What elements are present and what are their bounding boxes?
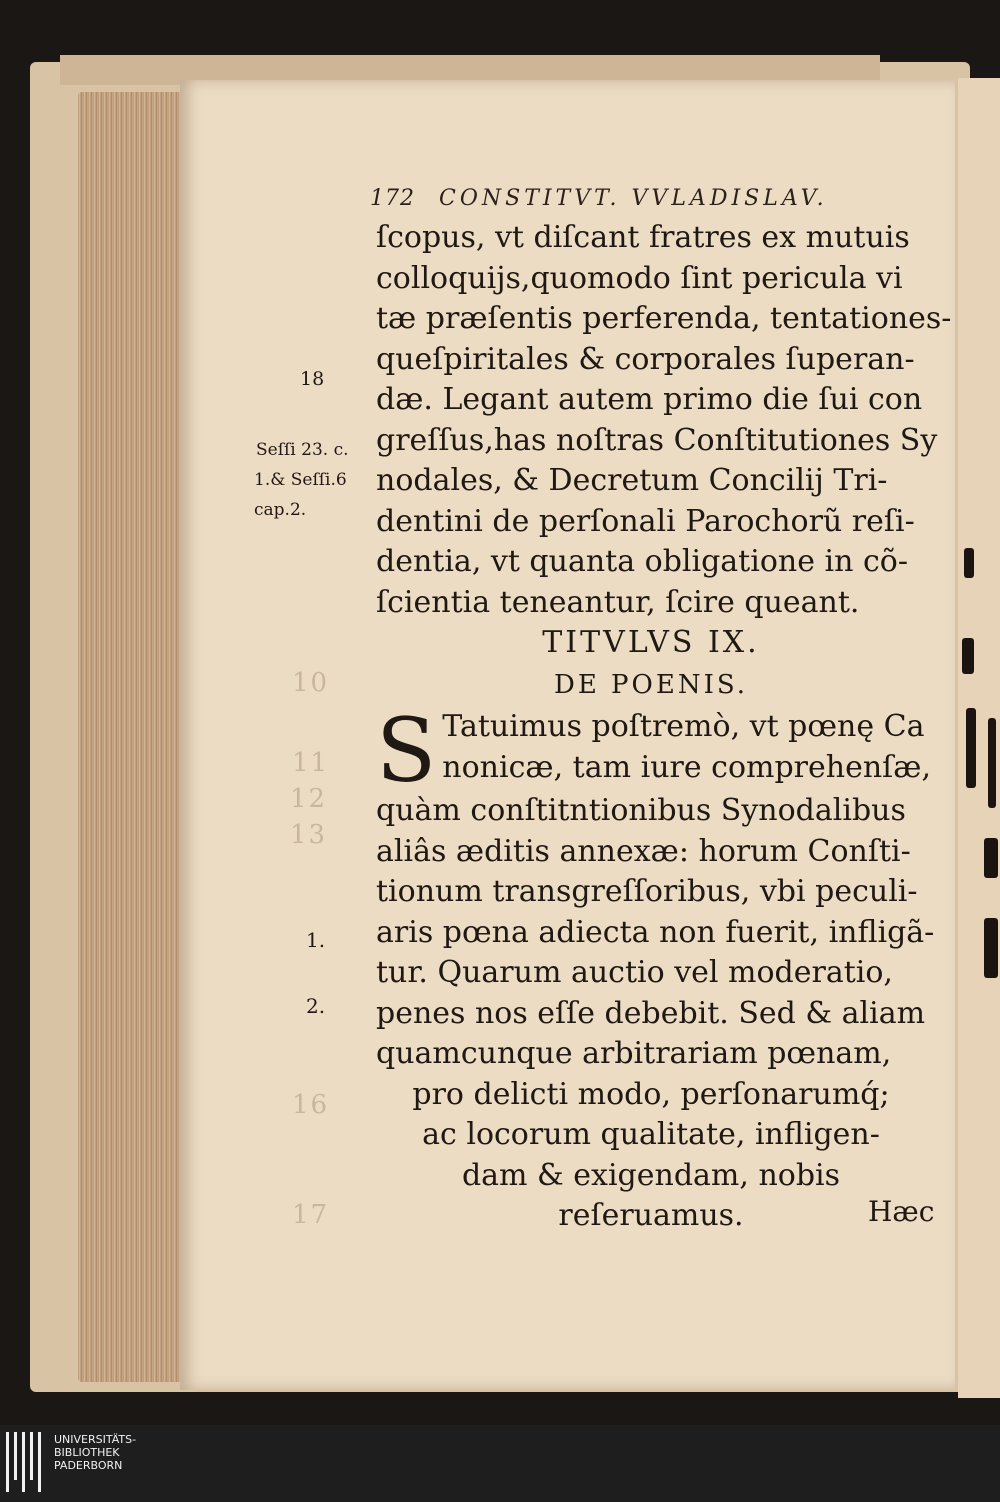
text-line: quamcunque arbitrariam pœnam, xyxy=(376,1036,892,1071)
text-line: tionum transgreſſoribus, vbi peculi- xyxy=(376,874,918,909)
library-footer xyxy=(0,1425,1000,1502)
text-line: nodales, & Decretum Concilij Tri- xyxy=(376,463,888,498)
library-name: UNIVERSITÄTS- BIBLIOTHEK PADERBORN xyxy=(54,1433,137,1472)
text-line: queſpiritales & corporales ſuperan- xyxy=(376,341,915,377)
text-line: tur. Quarum auctio vel moderatio, xyxy=(376,955,893,990)
section-paragraph xyxy=(376,699,935,1237)
drop-cap: S xyxy=(376,699,437,802)
catchword: Hæc xyxy=(868,1195,935,1228)
margin-reference: Seſſi 23. c. xyxy=(256,440,349,460)
running-header xyxy=(370,186,828,211)
section-subtitle: DE POENIS. xyxy=(553,670,749,700)
text-line: aliâs æditis annexæ: horum Conſti- xyxy=(376,833,911,869)
text-line: tæ præſentis perferenda, tentationes- xyxy=(376,301,952,336)
right-page-edge xyxy=(958,78,1000,1398)
page-number: 172 xyxy=(370,186,415,211)
section-title: TITVLVS IX. xyxy=(542,625,760,660)
bleed-through-text: 10 xyxy=(292,668,330,698)
margin-number-2: 2. xyxy=(306,994,326,1018)
margin-reference: 1.& Seſſi.6 xyxy=(254,470,347,490)
text-line: aris pœna adiecta non fuerit, infligã- xyxy=(376,914,935,950)
text-line: ac locorum qualitate, infligen- xyxy=(422,1117,880,1152)
text-line: Tatuimus poſtremò, vt pœnę Ca xyxy=(442,709,925,744)
main-text-block xyxy=(376,218,952,1237)
margin-number-1: 1. xyxy=(306,928,326,952)
margin-number-18: 18 xyxy=(300,368,325,390)
text-line: nonicæ, tam iure comprehenſæ, xyxy=(442,749,931,785)
text-line: reſeruamus. xyxy=(558,1198,744,1233)
page-edges xyxy=(78,92,188,1382)
text-line: dentini de perſonali Parochorũ reſi- xyxy=(376,503,915,539)
text-line: penes nos eſſe debebit. Sed & aliam xyxy=(376,995,926,1031)
text-line: colloquijs,quomodo ſint pericula vi xyxy=(376,260,903,296)
library-logo-icon xyxy=(6,1432,46,1492)
text-line: greſſus,has noſtras Conſtitutiones Sy xyxy=(376,422,938,458)
text-line: ſcientia teneantur, ſcire queant. xyxy=(376,584,860,620)
text-line: dam & exigendam, nobis xyxy=(461,1157,841,1193)
running-title: CONSTITVT. VVLADISLAV. xyxy=(439,186,828,211)
book-scan: 10 11 12 13 16 17 172 CONSTITVT. VVLADISLAV. 18 Seſſi 23. c. 1.& Seſſi.6 cap.2. 1. 2. ſcopus, vt diſcant fratres ex mutuis colloquijs,quomodo ſint pericula vi tæ præſentis perferenda, tentationes- queſpiritales & corporales ſuperan- dæ. Legant autem primo die ſui con greſſus,has noſtras Conſtitutiones Sy nodales, & Decretum Concilij Tri- dentini de perſonali Parochorũ reſi- dentia, vt quanta obligatione in cõ- ſcientia teneantur, ſcire queant. TITVLVS IX. DE POENIS. S Tatuimus poſtremò, vt pœnę Ca nonicæ, tam iure comprehenſæ, quàm conſtitntionibus Synodalibus aliâs æditis annexæ: horum Conſti- tionum transgreſſoribus, vbi peculi- aris pœna adiecta non fuerit, infligã- tur. Quarum auctio vel moderatio, penes nos eſſe debebit. Sed & aliam quamcunque arbitrariam pœnam, pro delicti modo, perſonarumq́; ac locorum qualitate, infligen- dam & exigendam, nobis reſeruamus. Hæc xyxy=(0,0,1000,1425)
text-line: quàm conſtitntionibus Synodalibus xyxy=(376,793,906,828)
text-line: pro delicti modo, perſonarumq́; xyxy=(412,1076,890,1112)
text-line: dentia, vt quanta obligatione in cõ- xyxy=(376,544,908,579)
text-line: dæ. Legant autem primo die ſui con xyxy=(376,382,923,417)
margin-reference: cap.2. xyxy=(254,500,307,520)
text-line: ſcopus, vt diſcant fratres ex mutuis xyxy=(376,220,910,255)
